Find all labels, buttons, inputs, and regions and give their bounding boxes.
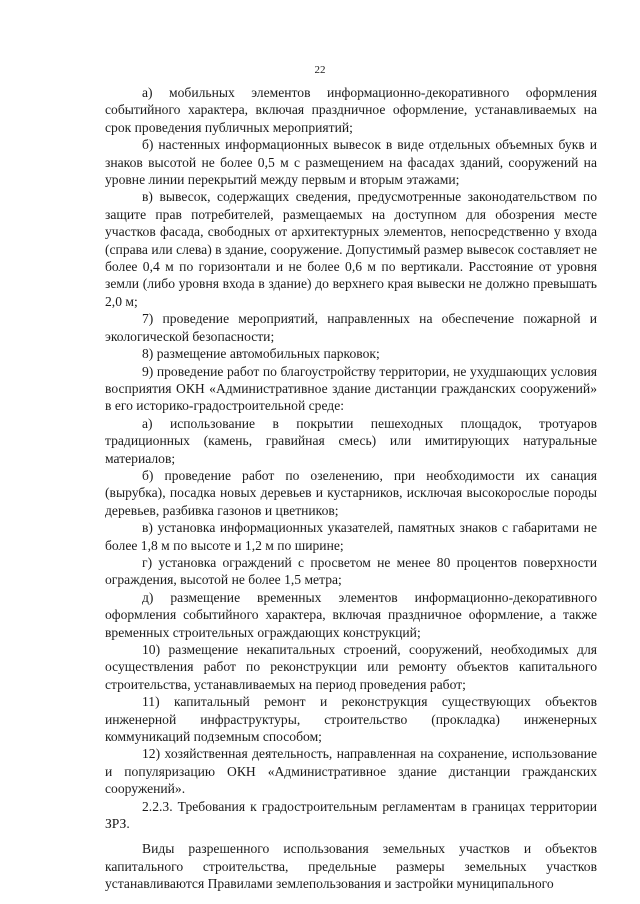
paragraph: д) размещение временных элементов информационно-декоративного оформления событийного характера, включая праздничное оформление, а также временных строительных ограждающих конструкций; [105, 589, 597, 640]
document-body [105, 84, 597, 893]
paragraph: 8) размещение автомобильных парковок; [142, 346, 380, 362]
paragraph: в) вывесок, содержащих сведения, предусмотренные законодательством по защите прав потребителей, размещаемых на доступном для обозрения месте участков фасада, свободных от архитектурных элементов, непосредственно у входа (справа или слева) в здание, сооружение. Допустимый размер вывесок составляет не более 0,4 м по горизонтали и не более 0,6 м по вертикали. Расстояние от уровня земли (либо уровня входа в здание) до верхнего края вывески не должно превышать 2,0 м; [105, 189, 597, 309]
paragraph: а) использование в покрытии пешеходных площадок, тротуаров традиционных (камень, гравийная смесь) или имитирующих натуральные материалов; [105, 415, 597, 466]
paragraph: б) проведение работ по озеленению, при необходимости их санация (вырубка), посадка новых деревьев и кустарников, исключая высокорослые породы деревьев, разбивка газонов и цветников; [105, 467, 597, 518]
paragraph: 10) размещение некапитальных строений, сооружений, необходимых для осуществления работ по реконструкции или ремонту объектов капитального строительства, устанавливаемых на период проведения работ; [105, 642, 597, 692]
paragraph: в) установка информационных указателей, памятных знаков с габаритами не более 1,8 м по высоте и 1,2 м по ширине; [105, 520, 597, 553]
paragraph: 12) хозяйственная деятельность, направленная на сохранение, использование и популяризацию ОКН «Административное здание дистанции гражданских сооружений». [105, 746, 597, 797]
paragraph: 9) проведение работ по благоустройству территории, не ухудшающих условия восприятия ОКН «Административное здание дистанции гражданских сооружений» в его историко-градостроительной среде: [105, 363, 597, 414]
paragraph: 7) проведение мероприятий, направленных на обеспечение пожарной и экологической безопасности; [105, 311, 597, 344]
paragraph: Виды разрешенного использования земельных участков и объектов капитального строительства, предельные размеры земельных участков устанавливаются Правилами землепользования и застройки муниципального [105, 841, 597, 892]
paragraph: 11) капитальный ремонт и реконструкция существующих объектов инженерной инфраструктуры, строительство (прокладка) инженерных коммуникаций подземным способом; [105, 694, 597, 745]
paragraph: г) установка ограждений с просветом не менее 80 процентов поверхности ограждения, высотой не более 1,5 метра; [105, 554, 597, 588]
page-number: 22 [314, 64, 326, 76]
section-heading: 2.2.3. Требования к градостроительным регламентам в границах территории ЗРЗ. [105, 798, 597, 832]
paragraph: а) мобильных элементов информационно-декоративного оформления событийного характера, включая праздничное оформление, устанавливаемых на срок проведения публичных мероприятий; [105, 85, 597, 135]
paragraph: б) настенных информационных вывесок в виде отдельных объемных букв и знаков высотой не более 0,5 м с размещением на фасадах зданий, сооружений на уровне линии перекрытий между первым и вторым этажами; [105, 137, 597, 188]
